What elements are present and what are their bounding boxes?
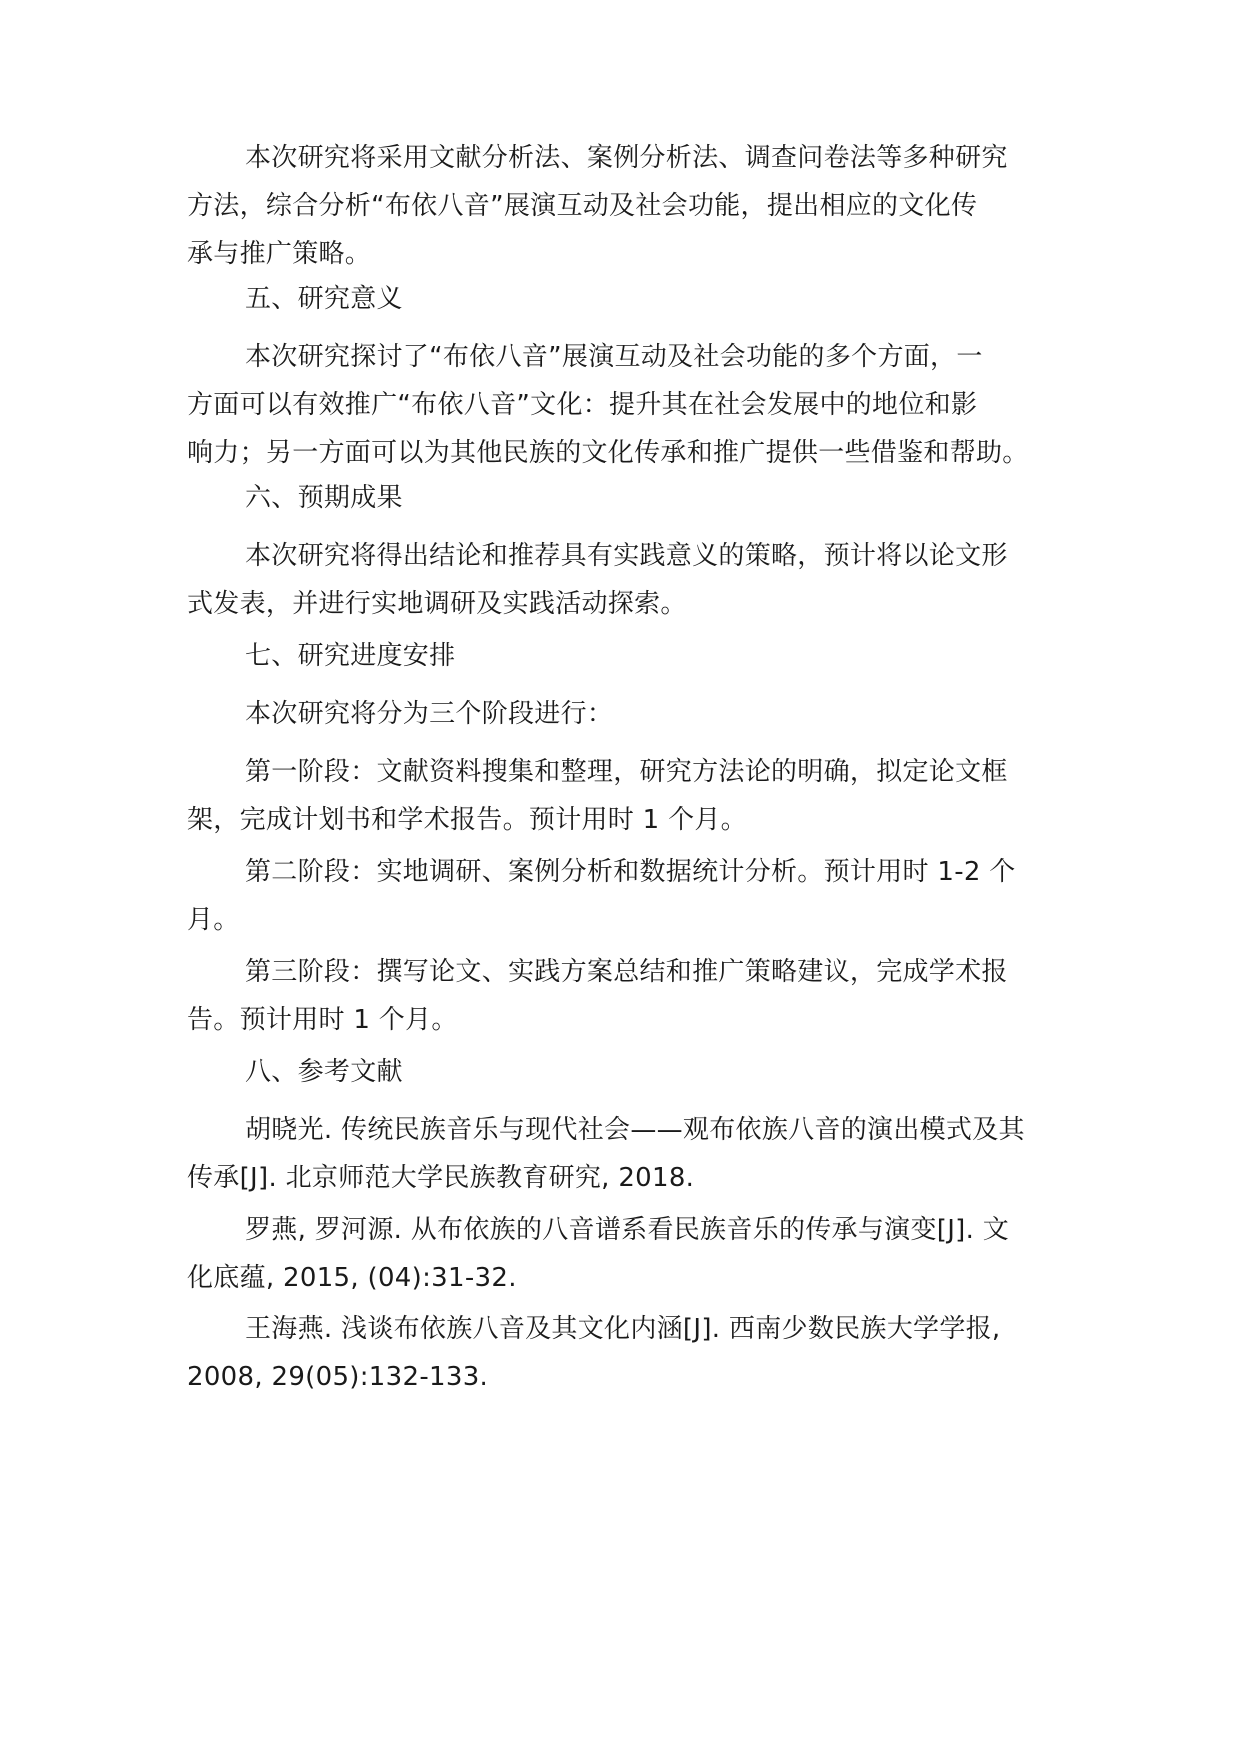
paragraph-expected-outcomes xyxy=(187,532,1067,628)
section-heading: 五、研究意义 xyxy=(245,284,403,314)
text-line: 响力；另一方面可以为其他民族的文化传承和推广提供一些借鉴和帮助。 xyxy=(187,438,1029,468)
paragraph-schedule-intro xyxy=(187,690,1067,738)
text-line: 方法，综合分析“布依八音”展演互动及社会功能，提出相应的文化传 xyxy=(187,191,978,221)
text-line: 本次研究将得出结论和推荐具有实践意义的策略，预计将以论文形 xyxy=(245,541,1008,571)
paragraph-research-methods xyxy=(187,134,1067,278)
text-line: 架，完成计划书和学术报告。预计用时 1 个月。 xyxy=(187,805,747,835)
paragraph-stage-3 xyxy=(187,948,1067,1044)
heading-research-schedule xyxy=(187,632,1067,680)
text-line: 本次研究将分为三个阶段进行： xyxy=(245,699,614,729)
text-line: 罗燕, 罗河源. 从布依族的八音谱系看民族音乐的传承与演变[J]. 文 xyxy=(245,1215,1010,1245)
text-line: 本次研究探讨了“布依八音”展演互动及社会功能的多个方面，一 xyxy=(245,342,983,372)
section-heading: 八、参考文献 xyxy=(245,1057,403,1087)
text-line: 告。预计用时 1 个月。 xyxy=(187,1005,458,1035)
reference-entry-2 xyxy=(187,1206,1067,1302)
text-line: 胡晓光. 传统民族音乐与现代社会——观布依族八音的演出模式及其 xyxy=(245,1115,1025,1145)
text-line: 传承[J]. 北京师范大学民族教育研究, 2018. xyxy=(187,1163,695,1193)
text-line: 方面可以有效推广“布依八音”文化：提升其在社会发展中的地位和影 xyxy=(187,390,978,420)
text-line: 王海燕. 浅谈布依族八音及其文化内涵[J]. 西南少数民族大学学报, xyxy=(245,1314,1001,1344)
paragraph-research-significance xyxy=(187,333,1067,477)
section-heading: 七、研究进度安排 xyxy=(245,641,456,671)
text-line: 本次研究将采用文献分析法、案例分析法、调查问卷法等多种研究 xyxy=(245,143,1008,173)
heading-research-significance xyxy=(187,275,1067,323)
text-line: 式发表，并进行实地调研及实践活动探索。 xyxy=(187,589,687,619)
text-line: 2008, 29(05):132-133. xyxy=(187,1362,489,1392)
text-line: 月。 xyxy=(187,905,240,935)
paragraph-stage-2 xyxy=(187,848,1067,944)
text-line: 第二阶段：实地调研、案例分析和数据统计分析。预计用时 1-2 个 xyxy=(245,857,1016,887)
text-line: 第一阶段：文献资料搜集和整理，研究方法论的明确，拟定论文框 xyxy=(245,757,1008,787)
text-line: 第三阶段：撰写论文、实践方案总结和推广策略建议，完成学术报 xyxy=(245,957,1008,987)
text-line: 承与推广策略。 xyxy=(187,239,372,269)
section-heading: 六、预期成果 xyxy=(245,483,403,513)
text-line: 化底蕴, 2015, (04):31-32. xyxy=(187,1263,517,1293)
reference-entry-1 xyxy=(187,1106,1067,1202)
heading-references xyxy=(187,1048,1067,1096)
heading-expected-outcomes xyxy=(187,474,1067,522)
reference-entry-3 xyxy=(187,1305,1067,1401)
paragraph-stage-1 xyxy=(187,748,1067,844)
